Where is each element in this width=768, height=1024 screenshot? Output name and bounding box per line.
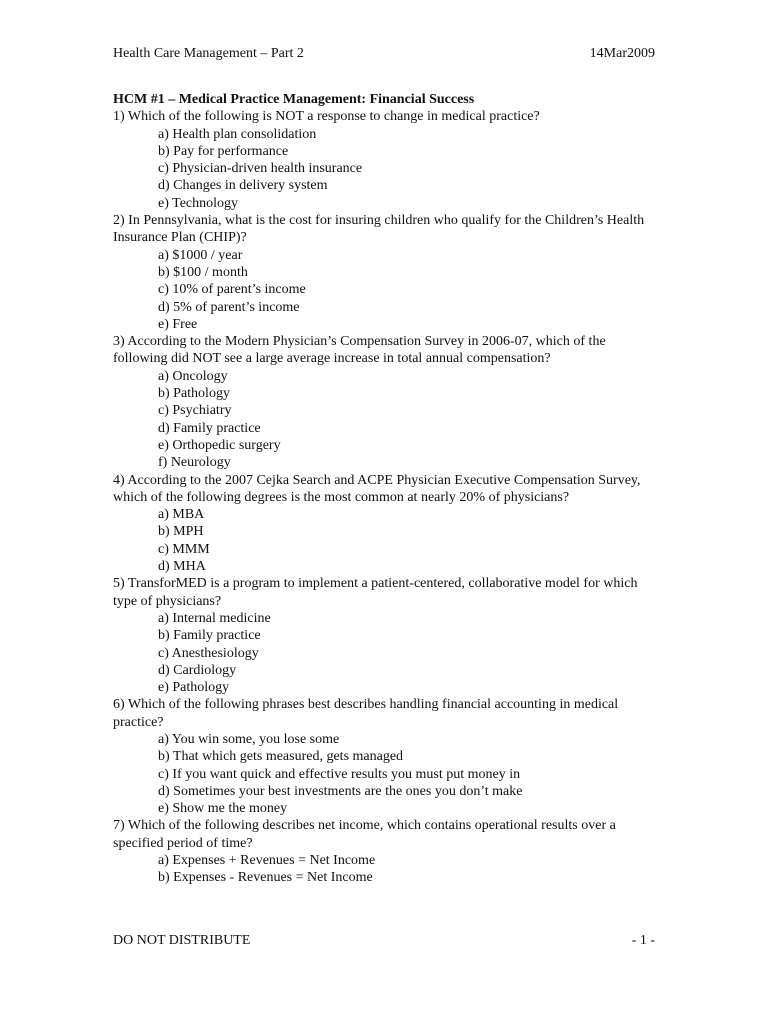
header-date: 14Mar2009 — [589, 46, 655, 61]
answer-option: b) Pay for performance — [158, 143, 289, 159]
question — [113, 333, 658, 471]
question — [113, 575, 658, 696]
answer-option: a) $1000 / year — [158, 247, 243, 263]
answer-option: a) MBA — [158, 507, 205, 523]
answer-option: c) MMM — [158, 541, 210, 557]
answer-option: b) MPH — [158, 524, 204, 540]
answer-option: b) $100 / month — [158, 264, 248, 280]
answer-option: b) Pathology — [158, 386, 230, 402]
footer-notice: DO NOT DISTRIBUTE — [113, 933, 251, 948]
question-text: 5) TransforMED is a program to implement a patient-centered, collaborative model for which type of physicians? — [113, 576, 638, 609]
answer-options — [113, 610, 658, 696]
answer-option: c) Physician-driven health insurance — [158, 161, 363, 177]
answer-options — [113, 247, 658, 333]
question-text: 4) According to the 2007 Cejka Search and ACPE Physician Executive Compensation Survey, which of the following degrees is the most common at nearly 20% of physicians? — [113, 472, 641, 505]
answer-option: d) Family practice — [158, 420, 261, 436]
answer-option: a) Oncology — [158, 368, 228, 384]
answer-options — [113, 506, 658, 575]
answer-option: d) Sometimes your best investments are the ones you don’t make — [158, 783, 523, 799]
question-text: 3) According to the Modern Physician’s Compensation Survey in 2006-07, which of the following did NOT see a large average increase in total annual compensation? — [113, 334, 606, 367]
answer-options — [113, 852, 658, 887]
answer-option: a) Health plan consolidation — [158, 126, 317, 142]
question — [113, 108, 658, 212]
answer-options — [113, 368, 658, 472]
answer-option: c) Psychiatry — [158, 403, 232, 419]
answer-option: d) Changes in delivery system — [158, 178, 328, 194]
answer-option: e) Technology — [158, 195, 239, 211]
document-title: HCM #1 – Medical Practice Management: Financial Success — [113, 92, 475, 107]
answer-option: a) You win some, you lose some — [158, 731, 340, 747]
question — [113, 212, 658, 333]
answer-options — [113, 731, 658, 817]
answer-option: c) If you want quick and effective results you must put money in — [158, 766, 521, 782]
question-text: 1) Which of the following is NOT a response to change in medical practice? — [113, 109, 540, 125]
question-text: 2) In Pennsylvania, what is the cost for insuring children who qualify for the Children’s Health Insurance Plan (CHIP)? — [113, 213, 645, 246]
answer-option: d) MHA — [158, 559, 206, 575]
page-number: - 1 - — [631, 933, 655, 948]
answer-option: e) Show me the money — [158, 801, 288, 817]
question — [113, 696, 658, 817]
answer-option: a) Expenses + Revenues = Net Income — [158, 853, 376, 869]
answer-option: b) Family practice — [158, 628, 261, 644]
answer-option: e) Pathology — [158, 680, 230, 696]
header-course-title: Health Care Management – Part 2 — [113, 46, 304, 61]
answer-option: c) 10% of parent’s income — [158, 282, 306, 298]
answer-options — [113, 126, 658, 212]
answer-option: d) 5% of parent’s income — [158, 299, 300, 315]
answer-option: f) Neurology — [158, 455, 231, 471]
document-body — [113, 91, 658, 887]
answer-option: b) Expenses - Revenues = Net Income — [158, 870, 373, 886]
answer-option: b) That which gets measured, gets managed — [158, 749, 404, 765]
question-text: 6) Which of the following phrases best describes handling financial accounting in medical practice? — [113, 697, 619, 730]
answer-option: c) Anesthesiology — [158, 645, 259, 661]
question — [113, 472, 658, 576]
answer-option: d) Cardiology — [158, 662, 237, 678]
answer-option: e) Orthopedic surgery — [158, 437, 281, 453]
answer-option: a) Internal medicine — [158, 610, 271, 626]
question — [113, 817, 658, 886]
question-text: 7) Which of the following describes net income, which contains operational results over a specified period of time? — [113, 818, 616, 851]
answer-option: e) Free — [158, 316, 198, 332]
